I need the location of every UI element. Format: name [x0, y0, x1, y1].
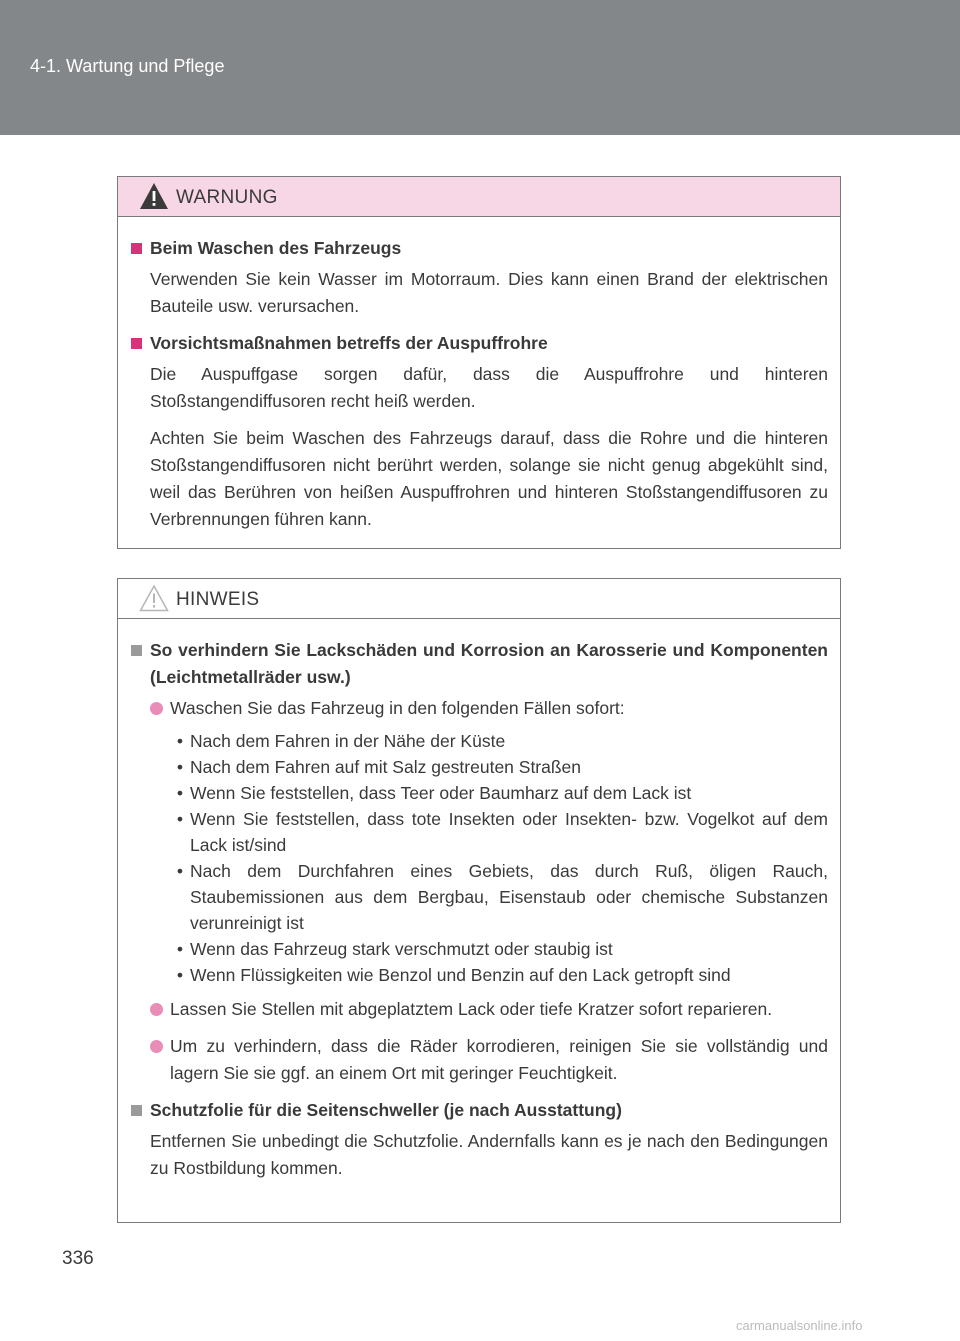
square-bullet-icon — [131, 243, 142, 254]
page-header — [0, 0, 960, 135]
note-list-item: Lassen Sie Stellen mit abgeplatztem Lack oder tiefe Kratzer sofort reparieren. — [150, 996, 828, 1023]
list-item: • Nach dem Fahren in der Nähe der Küste — [176, 731, 506, 751]
bullet-list — [170, 728, 828, 988]
note-box — [117, 578, 841, 1223]
list-item: • Nach dem Fahren auf mit Salz gestreuten Straßen — [176, 757, 582, 777]
warning-label: WARNUNG — [176, 187, 278, 208]
square-bullet-icon — [131, 338, 142, 349]
warning-box — [117, 176, 841, 549]
section-title: 4-1. Wartung und Pflege — [30, 56, 225, 76]
note-list-item: Um zu verhindern, dass die Räder korrodieren, reinigen Sie sie vollständig und lagern Sie sie ggf. an einem Ort mit geringer Feuchtigkeit. — [150, 1033, 828, 1087]
warning-triangle-icon — [139, 182, 169, 210]
warning-subheading: Beim Waschen des Fahrzeugs — [130, 235, 828, 262]
circle-bullet-icon — [150, 1040, 163, 1053]
note-list-item: Waschen Sie das Fahrzeug in den folgenden Fällen sofort: — [150, 695, 828, 722]
square-bullet-icon — [131, 645, 142, 656]
warning-header — [118, 177, 840, 217]
note-label: HINWEIS — [176, 589, 260, 610]
watermark: carmanualsonline.info — [736, 1318, 863, 1333]
warning-body — [118, 217, 840, 533]
note-body — [118, 619, 840, 1182]
list-item: • Wenn das Fahrzeug stark verschmutzt oder staubig ist — [176, 939, 613, 959]
warning-paragraph: Verwenden Sie kein Wasser im Motorraum. Dies kann einen Brand der elektrischen Bauteile usw. verursachen. — [150, 269, 828, 316]
circle-bullet-icon — [150, 702, 163, 715]
list-item: • Nach dem Durchfahren eines Gebiets, das durch Ruß, öligen Rauch, Staubemissionen aus dem Bergbau, Eisenstaub oder chemische Substanzen verunreinigt ist — [176, 861, 828, 933]
note-header — [118, 579, 840, 619]
caution-triangle-icon — [139, 584, 169, 612]
warning-subheading: Vorsichtsmaßnahmen betreffs der Auspuffrohre — [130, 330, 828, 357]
warning-paragraph: Achten Sie beim Waschen des Fahrzeugs darauf, dass die Rohre und die hinteren Stoßstangendiffusoren nicht berührt werden, solange sie nicht genug abgekühlt sind, weil das Berühren von heißen Auspuffrohren und hinteren Stoßstangendiffusoren zu Verbrennungen führen kann. — [150, 428, 828, 529]
page-number: 336 — [62, 1248, 94, 1269]
list-item: • Wenn Sie feststellen, dass Teer oder Baumharz auf dem Lack ist — [176, 783, 692, 803]
circle-bullet-icon — [150, 1003, 163, 1016]
note-subheading: So verhindern Sie Lackschäden und Korrosion an Karosserie und Komponenten (Leichtmetallräder usw.) — [130, 637, 828, 691]
list-item: • Wenn Sie feststellen, dass tote Insekten oder Insekten- bzw. Vogelkot auf dem Lack ist/sind — [176, 809, 828, 855]
square-bullet-icon — [131, 1105, 142, 1116]
list-item: • Wenn Flüssigkeiten wie Benzol und Benzin auf den Lack getropft sind — [176, 965, 731, 985]
note-paragraph: Entfernen Sie unbedingt die Schutzfolie. Andernfalls kann es je nach den Bedingungen zu Rostbildung kommen. — [150, 1131, 828, 1178]
warning-paragraph: Die Auspuffgase sorgen dafür, dass die Auspuffrohre und hinteren Stoßstangendiffusoren recht heiß werden. — [150, 364, 828, 411]
note-subheading: Schutzfolie für die Seitenschweller (je nach Ausstattung) — [130, 1097, 828, 1124]
